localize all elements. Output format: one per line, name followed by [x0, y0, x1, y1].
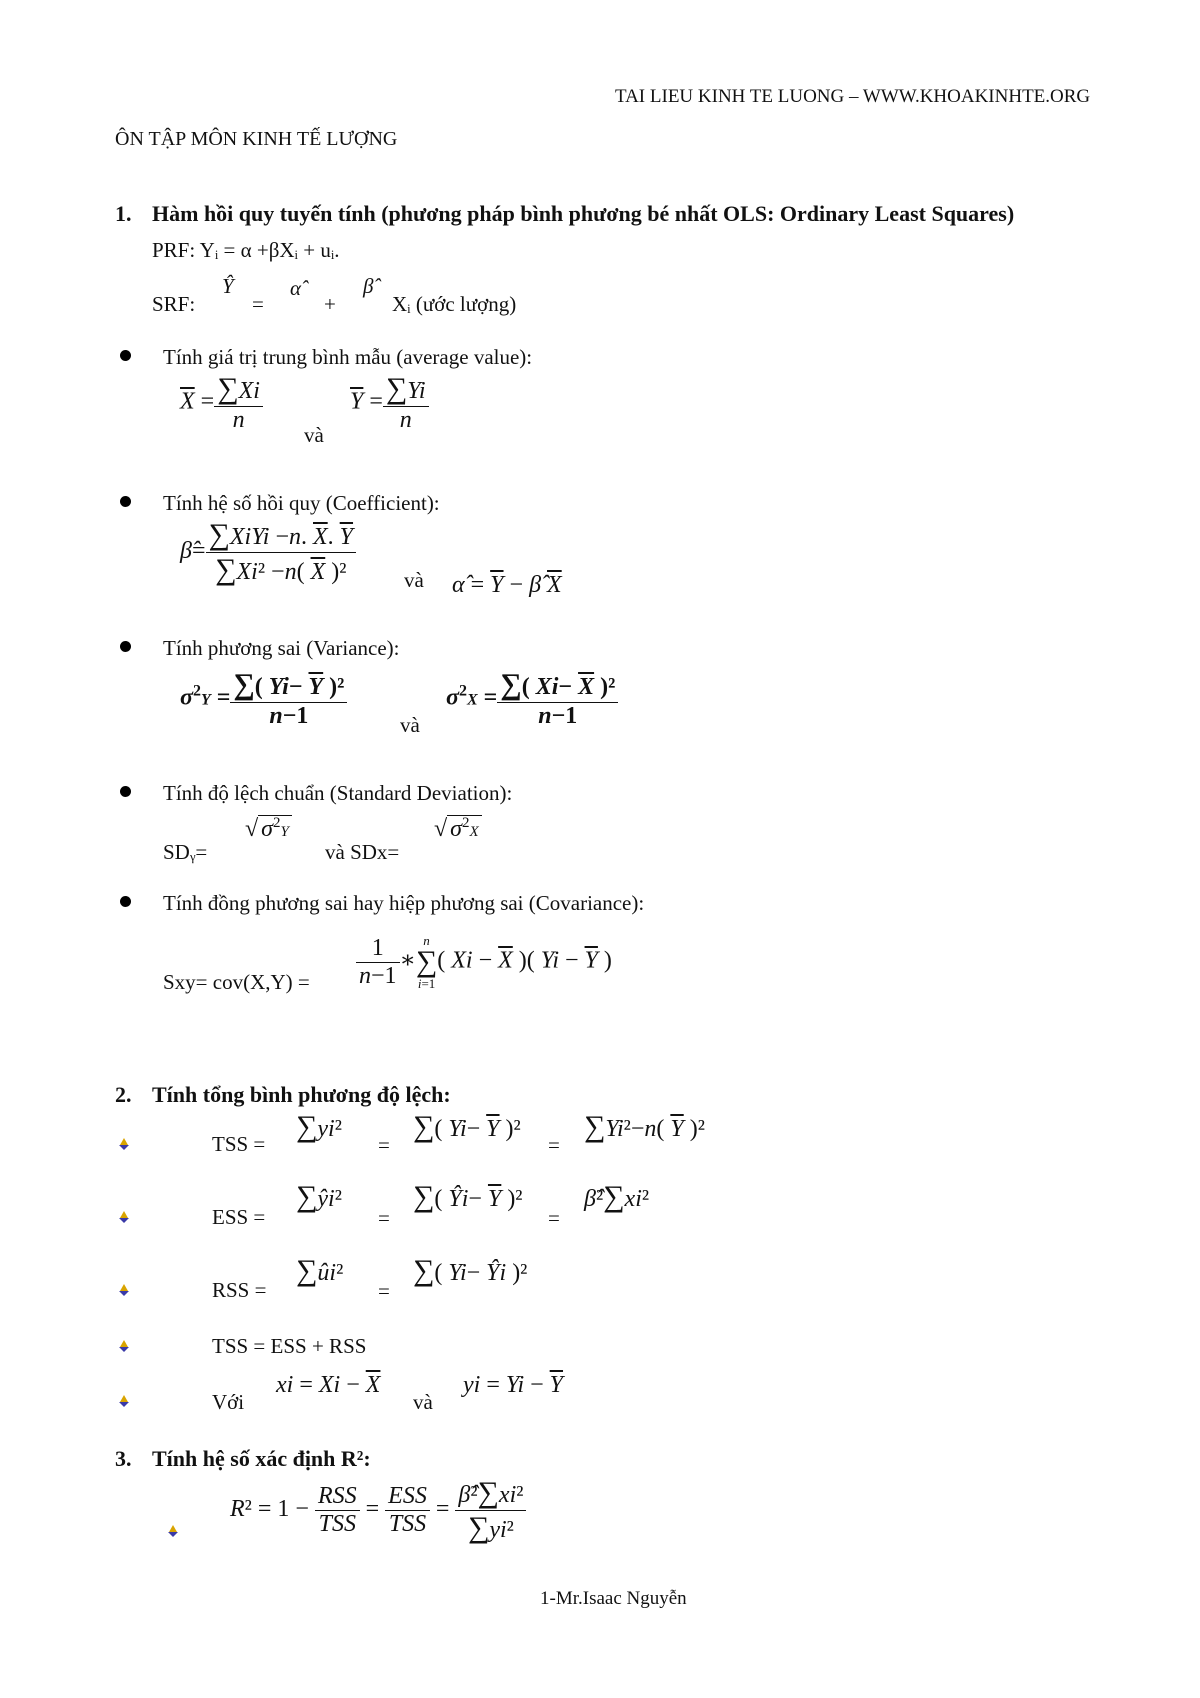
formula-ess-1: ∑ŷi²	[296, 1180, 342, 1213]
bullet-average-text: Tính giá trị trung bình mẫu (average value):	[163, 345, 533, 369]
voi-label: Với	[212, 1390, 245, 1414]
bullet-dot-icon	[120, 350, 131, 361]
sd-y-label: SDᵧ=	[163, 840, 208, 864]
bullet-sd-text: Tính độ lệch chuẩn (Standard Deviation):	[163, 781, 513, 805]
sxy-label: Sxy= cov(X,Y) =	[163, 970, 310, 994]
srf-label: SRF:	[152, 292, 196, 316]
bullet-dot-icon	[120, 496, 131, 507]
formula-mean-x: $\overline{X}$ = $\frac{\sum Xi}{n}$	[180, 372, 263, 434]
arrow-bullet-icon	[166, 1524, 180, 1538]
tss-label: TSS =	[212, 1132, 266, 1156]
bullet-coefficient-text: Tính hệ số hồi quy (Coefficient):	[163, 491, 440, 515]
formula-xi-deviation: xi = $Xi - \overline{X}$	[276, 1372, 381, 1398]
tss-identity: TSS = ESS + RSS	[212, 1334, 367, 1358]
bullet-variance-text: Tính phương sai (Variance):	[163, 636, 400, 660]
srf-note: Xᵢ (ước lượng)	[392, 292, 517, 316]
srf-equals: =	[252, 292, 264, 316]
page-header: TAI LIEU KINH TE LUONG – WWW.KHOAKINHTE.ORG	[615, 86, 1091, 107]
formula-mean-y: $\overline{Y}$ = $\frac{\sum Yi}{n}$	[350, 372, 429, 434]
equals-sign: =	[378, 1279, 390, 1303]
bullet-covariance-text: Tính đồng phương sai hay hiệp phương sai (Covariance):	[163, 891, 645, 915]
srf-plus: +	[324, 292, 336, 316]
arrow-bullet-icon	[117, 1339, 131, 1353]
equals-sign: =	[548, 1133, 560, 1157]
section-1-title: Hàm hồi quy tuyến tính (phương pháp bình phương bé nhất OLS: Ordinary Least Squares)	[152, 201, 1015, 226]
srf-y-hat: Ŷ	[222, 274, 234, 298]
formula-variance-y: $\sigma^2Y$ = $\frac{\sum( Yi- \overline{Y} )^2}{n-1}$	[180, 668, 347, 730]
and-text-3: và	[400, 713, 420, 737]
equals-sign: =	[378, 1206, 390, 1230]
bullet-dot-icon	[120, 786, 131, 797]
formula-variance-x: $\sigma^2X$ = $\frac{\sum( Xi- \overline{X} )^2}{n-1}$	[446, 668, 618, 730]
bullet-dot-icon	[120, 641, 131, 652]
and-text-2: và	[404, 568, 424, 592]
formula-ess-2: ∑( Ŷi− $\overline{Y}$ )²	[413, 1180, 523, 1213]
section-2-number: 2.	[115, 1082, 132, 1107]
section-1-number: 1.	[115, 201, 132, 226]
equals-sign: =	[548, 1206, 560, 1230]
arrow-bullet-icon	[117, 1283, 131, 1297]
formula-yi-deviation: yi = $Yi - \overline{Y}$	[463, 1372, 564, 1398]
ess-label: ESS =	[212, 1205, 266, 1229]
formula-rss-2: ∑( Yi− Ŷi )²	[413, 1254, 528, 1287]
arrow-bullet-icon	[117, 1210, 131, 1224]
rss-label: RSS =	[212, 1278, 267, 1302]
sd-x-label: và SDx=	[325, 840, 400, 864]
and-text-1: và	[304, 423, 324, 447]
formula-rss-1: ∑ûi²	[296, 1254, 344, 1287]
formula-r-squared: R² = 1 − $\frac{\text{RSS}}{\text{TSS}}$ = $\frac{\text{ESS}}{\text{TSS}}$ = $\frac{\text{β̂²∑xi²}}{\text{∑yi²}}$	[230, 1476, 526, 1545]
section-3-title: Tính hệ số xác định R²:	[152, 1446, 371, 1471]
arrow-bullet-icon	[117, 1137, 131, 1151]
formula-tss-2: ∑( $Yi- \overline{Y}$ )²	[413, 1110, 521, 1143]
formula-ess-3: β̂²∑xi²	[584, 1180, 650, 1213]
formula-tss-1: ∑yi²	[296, 1110, 342, 1143]
section-2-title: Tính tổng bình phương độ lệch:	[152, 1082, 451, 1107]
equals-sign: =	[378, 1133, 390, 1157]
srf-alpha-hat: α̂	[290, 276, 302, 300]
document-title: ÔN TẬP MÔN KINH TẾ LƯỢNG	[115, 128, 398, 150]
formula-sd-x: √ $\sigma^2X$	[434, 815, 482, 843]
formula-sd-y: √ $\sigma^2Y$	[245, 815, 292, 843]
srf-beta-hat: β̂	[363, 274, 374, 298]
arrow-bullet-icon	[117, 1394, 131, 1408]
formula-beta-hat: β̂= $\frac{\sum XiYi -n. \overline{X}. \overline{Y}}{\sum Xi^2 -n( \overline{X} )^2}$	[180, 518, 356, 587]
and-text-4: và	[413, 1390, 433, 1414]
prf-equation: PRF: Yᵢ = α +βXᵢ + uᵢ.	[152, 238, 340, 262]
page-footer: 1-Mr.Isaac Nguyễn	[540, 1588, 687, 1609]
section-3-number: 3.	[115, 1446, 132, 1471]
bullet-dot-icon	[120, 896, 131, 907]
formula-tss-3: ∑Yi²−n( $\overline{Y}$ )²	[584, 1110, 705, 1143]
formula-covariance: $\frac{1}{n-1}$ ∗ n ∑ i=1 ( $Xi - \overline{X}$ )( $Yi - \overline{Y}$ )	[356, 934, 612, 990]
formula-alpha-hat: α̂ = $\overline{Y}$ − β̂ $\overline{X}$	[452, 572, 562, 598]
